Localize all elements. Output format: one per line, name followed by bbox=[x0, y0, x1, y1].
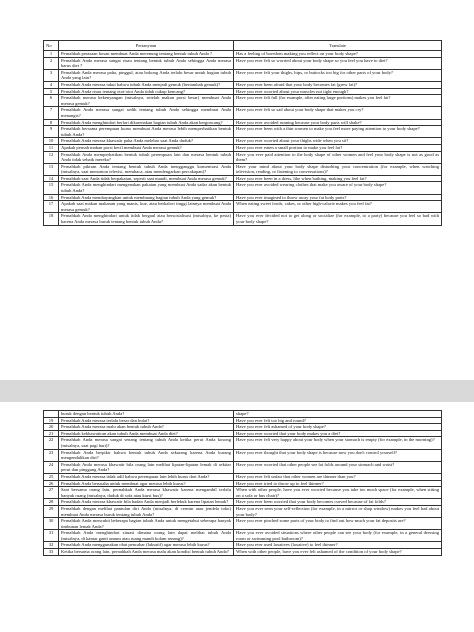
row-number: 29 bbox=[44, 505, 59, 517]
translation-cell: Have you ever worried about your muscles not tight enough? bbox=[234, 88, 442, 95]
table-row bbox=[44, 549, 442, 556]
table-row bbox=[44, 201, 442, 213]
question-cell: Pernahkah Anda mencubit beberapa bagian tubuh Anda untuk mengetahui seberapa banyak timbunan lemak Anda? bbox=[59, 518, 234, 530]
row-number: 31 bbox=[44, 530, 59, 542]
row-number: 22 bbox=[44, 437, 59, 449]
table-row bbox=[44, 530, 442, 542]
table-row bbox=[44, 51, 442, 58]
question-cell: Pernahkah bersama perempuan kurus membuat Anda merasa lebih memperhatikan bentuk tubuh Anda? bbox=[59, 126, 234, 138]
translation-cell: Have you ever thought that your body shape is because now you don't control yourself? bbox=[234, 449, 442, 461]
table-row bbox=[44, 487, 442, 499]
question-cell: Pernahkah Anda merasa sangat senang tentang tubuh Anda ketika perut Anda kosong (misalnya, saat pagi hari)? bbox=[59, 437, 234, 449]
question-cell: Ketika bersama orang lain, pernahkah Anda merasa malu akan kondisi bentuk tubuh Anda? bbox=[59, 549, 234, 556]
question-cell: Pernahkah Anda menghindari situasi dimana orang lain dapat melihat tubuh Anda (misalnya, di kamar ganti umum atau ruang mandi kolam renang)? bbox=[59, 530, 234, 542]
translation-cell: When eating sweet foods, cakes, or other high-calorie makes you feel fat? bbox=[234, 201, 442, 213]
table-row bbox=[44, 542, 442, 549]
table-row bbox=[44, 449, 442, 461]
translation-cell: Have you ever felt unfair that other women are thinner than you? bbox=[234, 473, 442, 480]
translation-cell: Have you ever pinched some parts of your body to find out how much your fat deposits are? bbox=[234, 518, 442, 530]
translation-cell: Have you ever felt very happy about your body when your stomach is empty (for example, in the morning)? bbox=[234, 437, 442, 449]
question-cell: Pernahkah Anda merasa sangat sedih tentang tubuh Anda sehingga membuat Anda menangis? bbox=[59, 107, 234, 119]
translation-cell: Have you ever worried that other people see fat folds around your stomach and waist? bbox=[234, 461, 442, 473]
question-cell: Pernahkah Anda merasa takut bahwa tubuh Anda menjadi gemuk (bertambah gemuk)? bbox=[59, 81, 234, 88]
translation-cell: Have you ever felt full (for example, after eating large portions) makes you feel fat? bbox=[234, 95, 442, 107]
translation-cell: Have you ever tried to throw up to feel thinner? bbox=[234, 480, 442, 487]
table-row bbox=[44, 69, 442, 81]
row-number: 33 bbox=[44, 549, 59, 556]
translation-cell: Have you ever felt too big and round? bbox=[234, 417, 442, 424]
table-row bbox=[44, 126, 442, 138]
translation-cell: Have you ever paid attention to the body shape of other women and feel your body shape is not as good as them? bbox=[234, 151, 442, 163]
table-row bbox=[44, 163, 442, 175]
table-row bbox=[44, 499, 442, 506]
question-cell: Pernahkah Anda merasa khawatir paha Anda melebar saat Anda duduk? bbox=[59, 138, 234, 145]
question-cell: Pernahkah Anda menghindari untuk tidak bergaul atau bersosialisasi (misalnya, ke pesta) karena Anda merasa buruk tentang bentuk tubuh Anda? bbox=[59, 213, 234, 225]
table-header-row bbox=[44, 41, 442, 51]
question-cell: Pernahkah dengan melihat pantulan diri Anda (misalnya, di cermin atau jendela toko) membuat Anda merasa buruk tentang tubuh Anda? bbox=[59, 505, 234, 517]
question-cell: Pernahkah saat Anda tidak berpakaian, seperti saat mandi, membuat Anda merasa gemuk? bbox=[59, 175, 234, 182]
row-number: 12 bbox=[44, 151, 59, 163]
table-row bbox=[44, 81, 442, 88]
table-row bbox=[44, 194, 442, 201]
row-number: 25 bbox=[44, 473, 59, 480]
table-row bbox=[44, 424, 442, 431]
table-row bbox=[44, 505, 442, 517]
translation-cell: Has a feeling of boredom making you reflect on your body shape? bbox=[234, 51, 442, 58]
questionnaire-table-page-1 bbox=[43, 40, 442, 226]
translation-cell: Have you ever been worried that your body becomes curved because of fat folds? bbox=[234, 499, 442, 506]
translation-cell: Have you ever avoided situations where other people can see your body (for example, in a general dressing room or swimming pool bathroom)? bbox=[234, 530, 442, 542]
row-number: 6 bbox=[44, 95, 59, 107]
translation-cell: Have you ever used laxatives (laxative) to feel thinner? bbox=[234, 542, 442, 549]
question-cell: Saat bersama orang lain, pernahkah Anda merasa khawatir karena mengambil terlalu banyak ruang (misalnya, duduk di sofa atau kursi bus)? bbox=[59, 487, 234, 499]
translation-cell: When with other people, have you ever worried because you take too much space (for example, when sitting on a sofa or bus chair)? bbox=[234, 487, 442, 499]
row-number: 4 bbox=[44, 81, 59, 88]
translation-cell: Have you ever felt so sad about your body shape that makes you cry? bbox=[234, 107, 442, 119]
question-cell: Pernahkah Anda berpikir bahwa bentuk tubuh Anda sekarang karena Anda kurang mengendalikan diri? bbox=[59, 449, 234, 461]
row-number: 10 bbox=[44, 138, 59, 145]
table-row bbox=[44, 151, 442, 163]
table-row bbox=[44, 480, 442, 487]
row-number: 9 bbox=[44, 126, 59, 138]
table-row bbox=[44, 182, 442, 194]
question-cell: Pernahkah Anda merasa paha, pinggul, atau bokong Anda terlalu besar untuk bagian tubuh Anda yang lain? bbox=[59, 69, 234, 81]
document-page-2 bbox=[0, 402, 474, 632]
translation-cell: Have you ever seen your self-reflection (for example, in a mirror or shop window) makes you feel bad about your body? bbox=[234, 505, 442, 517]
header-no: No bbox=[44, 41, 59, 51]
translation-cell: Have you ever felt so worried about your body shape so you feel you have to diet? bbox=[234, 57, 442, 69]
translation-cell: Have your mind about your body shape disturbing your concentration (for example, when watching television, reading, or listening to conversations)? bbox=[234, 163, 442, 175]
translation-cell: Have you ever felt ashamed of your body shape? bbox=[234, 424, 442, 431]
question-cell: buruk dengan bentuk tubuh Anda? bbox=[59, 411, 234, 418]
table-row bbox=[44, 175, 442, 182]
table-row bbox=[44, 411, 442, 418]
row-number: 8 bbox=[44, 119, 59, 126]
table-row bbox=[44, 417, 442, 424]
question-cell: Pernahkah Anda menghindari mengenakan pakaian yang membuat Anda sadar akan bentuk tubuh Anda? bbox=[59, 182, 234, 194]
row-number: 24 bbox=[44, 461, 59, 473]
question-cell: Apakah pernah makan porsi kecil membuat Anda merasa gemuk? bbox=[59, 144, 234, 151]
row-number: 20 bbox=[44, 424, 59, 431]
question-cell: Apakah saat makan makanan yang manis, kue, atau berkalori tinggi lainnya membuat Anda merasa gemuk? bbox=[59, 201, 234, 213]
translation-cell: shape? bbox=[234, 411, 442, 418]
row-number: 11 bbox=[44, 144, 59, 151]
row-number: 15 bbox=[44, 182, 59, 194]
row-number: 32 bbox=[44, 542, 59, 549]
table-row bbox=[44, 437, 442, 449]
question-cell: Pernahkah Anda merasa malu akan bentuk tubuh Anda? bbox=[59, 424, 234, 431]
table-row bbox=[44, 430, 442, 437]
question-cell: Pernahkah perasaan bosan membuat Anda merenung tentang bentuk tubuh Anda ? bbox=[59, 51, 234, 58]
page-gap bbox=[0, 380, 474, 402]
row-number: 1 bbox=[44, 51, 59, 58]
question-cell: Pernahkah Anda memperhatikan bentuk tubuh perempuan lain dan merasa bentuk tubuh Anda tidak sebaik mereka? bbox=[59, 151, 234, 163]
translation-cell: Have you ever avoided running because your body parts will shake? bbox=[234, 119, 442, 126]
row-number: 23 bbox=[44, 449, 59, 461]
translation-cell: Have you ever worried that your body makes you a diet? bbox=[234, 430, 442, 437]
question-cell: Pernahkah Anda risau tentang otot-otot Anda tidak cukup kencang? bbox=[59, 88, 234, 95]
question-cell: Pernahkah Anda merasa khawatir bila orang lain melihat lipatan-lipatan lemak di sekitar perut dan pinggang Anda? bbox=[59, 461, 234, 473]
row-number: 17 bbox=[44, 201, 59, 213]
row-number: 21 bbox=[44, 430, 59, 437]
translation-cell: Have you ever been in a dress, like when bathing, making you feel fat? bbox=[234, 175, 442, 182]
header-question: Pertanyaan bbox=[59, 41, 234, 51]
translation-cell: Have you ever eaten a small portion to make you feel fat? bbox=[234, 144, 442, 151]
row-number: 27 bbox=[44, 487, 59, 499]
row-number bbox=[44, 411, 59, 418]
question-cell: Pernahkah pikiran Anda tentang bentuk tubuh Anda mengganggu konsentrasi Anda (misalnya, saat menonton televisi, membaca, atau mendengarkan percakapan)? bbox=[59, 163, 234, 175]
row-number: 19 bbox=[44, 417, 59, 424]
row-number: 13 bbox=[44, 163, 59, 175]
question-cell: Pernahkah Anda menggunakan obat pencahar (laksatif) agar merasa lebih kurus? bbox=[59, 542, 234, 549]
translation-cell: When with other people, have you ever felt ashamed of the condition of your body shape? bbox=[234, 549, 442, 556]
table-row bbox=[44, 88, 442, 95]
table-row bbox=[44, 213, 442, 225]
table-row bbox=[44, 461, 442, 473]
row-number: 3 bbox=[44, 69, 59, 81]
table-row bbox=[44, 57, 442, 69]
table-row bbox=[44, 119, 442, 126]
question-cell: Pernahkah Anda merasa sangat risau tentang bentuk tubuh Anda sehingga Anda merasa harus diet ? bbox=[59, 57, 234, 69]
question-cell: Pernahkah Anda merasa khawatir bila badan Anda menjadi berlekuk karena lipatan lemak? bbox=[59, 499, 234, 506]
row-number: 16 bbox=[44, 194, 59, 201]
translation-cell: Have you ever been afraid that your body becomes fat (grew fat)? bbox=[234, 81, 442, 88]
questionnaire-table-page-2 bbox=[43, 410, 442, 556]
translation-cell: Have you ever avoided wearing clothes that make you aware of your body shape? bbox=[234, 182, 442, 194]
row-number: 30 bbox=[44, 518, 59, 530]
translation-cell: Have you ever decided not to get along or socialize (for example, to a party) because you feel so bad with your body shape? bbox=[234, 213, 442, 225]
table-row bbox=[44, 473, 442, 480]
question-cell: Pernahkah Anda berusaha untuk membuat agar merasa lebih kurus? bbox=[59, 480, 234, 487]
table-row bbox=[44, 518, 442, 530]
row-number: 28 bbox=[44, 499, 59, 506]
question-cell: Pernahkah kekhawatiran akan tubuh Anda membuat Anda diet? bbox=[59, 430, 234, 437]
row-number: 2 bbox=[44, 57, 59, 69]
table-row bbox=[44, 138, 442, 145]
row-number: 18 bbox=[44, 213, 59, 225]
translation-cell: Have you ever worried about your thighs wide when you sit? bbox=[234, 138, 442, 145]
question-cell: Pernahkah Anda menghindari berlari dikarenakan bagian tubuh Anda akan bergoncang? bbox=[59, 119, 234, 126]
question-cell: Pernahkah Anda merasa terlalu besar dan bulat? bbox=[59, 417, 234, 424]
translation-cell: Have you ever imagined to throw away your fat body parts? bbox=[234, 194, 442, 201]
row-number: 7 bbox=[44, 107, 59, 119]
row-number: 26 bbox=[44, 480, 59, 487]
question-cell: Pernahkah Anda membayangkan untuk membuang bagian tubuh Anda yang gemuk? bbox=[59, 194, 234, 201]
table-row bbox=[44, 144, 442, 151]
table-row bbox=[44, 107, 442, 119]
question-cell: Pernahkah Anda merasa tidak adil bahwa perempuan lain lebih kurus dari Anda? bbox=[59, 473, 234, 480]
row-number: 5 bbox=[44, 88, 59, 95]
row-number: 14 bbox=[44, 175, 59, 182]
table-row bbox=[44, 95, 442, 107]
translation-cell: Have you ever been with a thin women to make you feel more paying attention to your body shape? bbox=[234, 126, 442, 138]
translation-cell: Have you ever felt your thighs, hips, or buttocks too big for other parts of your body? bbox=[234, 69, 442, 81]
question-cell: Pernahkah merasa kekenyangan (misalnya, setelah makan porsi besar) membuat Anda merasa gemuk? bbox=[59, 95, 234, 107]
header-translation: Translate bbox=[234, 41, 442, 51]
